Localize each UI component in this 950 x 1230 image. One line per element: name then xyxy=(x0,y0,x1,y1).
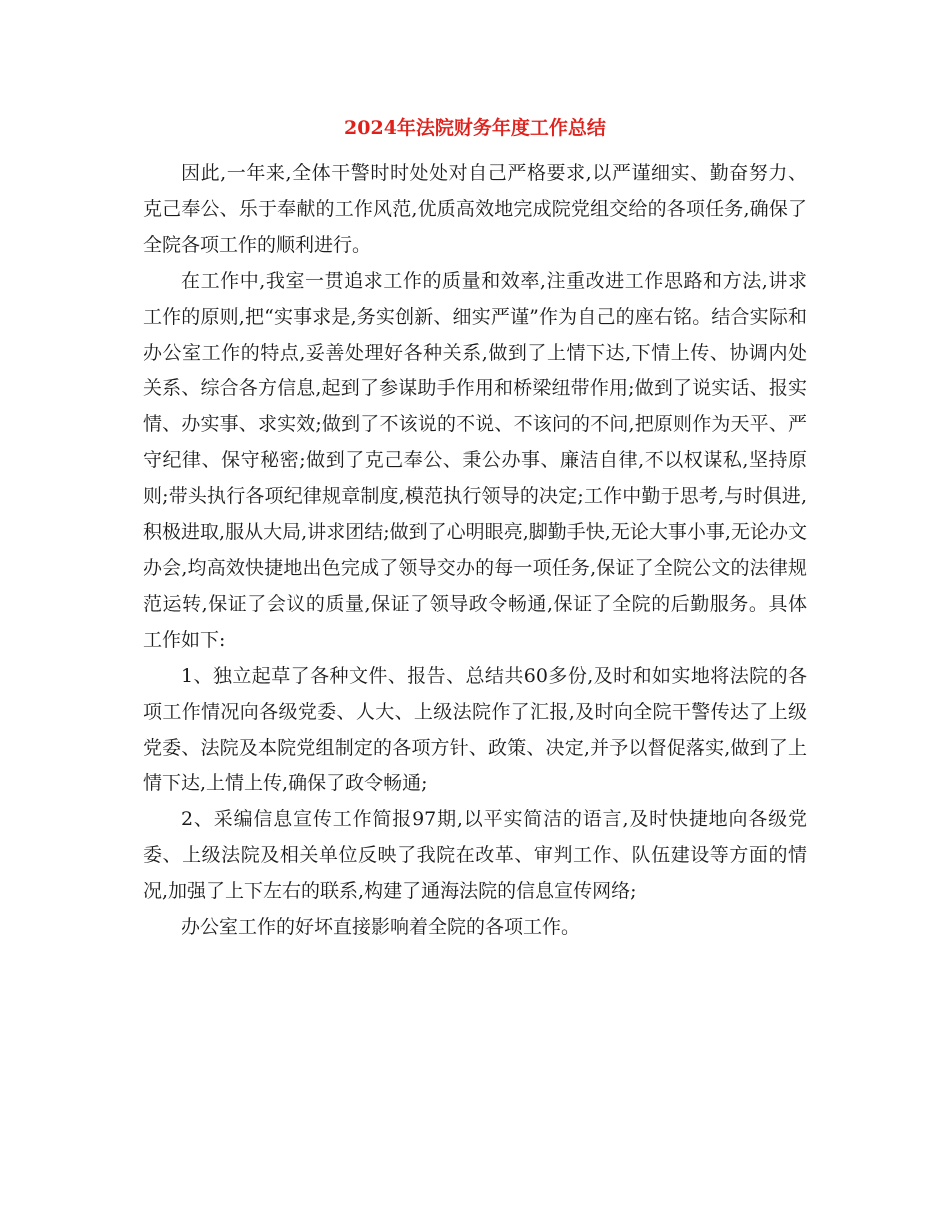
paragraph-item-2-briefings: 2、采编信息宣传工作简报97期,以平实简洁的语言,及时快捷地向各级党委、上级法院及相关单位反映了我院在改革、审判工作、队伍建设等方面的情况,加强了上下左右的联系,构建了通海法院的信息宣传网络; xyxy=(143,808,807,903)
paragraph-intro: 因此,一年来,全体干警时时处处对自己严格要求,以严谨细实、勤奋努力、克己奉公、乐于奉献的工作风范,优质高效地完成院党组交给的各项任务,确保了全院各项工作的顺利进行。 xyxy=(143,162,807,256)
document-body xyxy=(143,156,807,946)
paragraph-item-1-drafting: 1、独立起草了各种文件、报告、总结共60多份,及时和如实地将法院的各项工作情况向各级党委、人大、上级法院作了汇报,及时向全院干警传达了上级党委、法院及本院党组制定的各项方针、政策、决定,并予以督促落实,做到了上情下达,上情上传,确保了政令畅通; xyxy=(143,664,807,795)
paragraph-closing: 办公室工作的好坏直接影响着全院的各项工作。 xyxy=(181,916,581,939)
document-title: 2024年法院财务年度工作总结 xyxy=(344,117,606,139)
paragraph-work-principles: 在工作中,我室一贯追求工作的质量和效率,注重改进工作思路和方法,讲求工作的原则,把“实事求是,务实创新、细实严谨”作为自己的座右铭。结合实际和办公室工作的特点,妥善处理好各种关系,做到了上情下达,下情上传、协调内处关系、综合各方信息,起到了参谋助手作用和桥梁纽带作用;做到了说实话、报实情、办实事、求实效;做到了不该说的不说、不该问的不问,把原则作为天平、严守纪律、保守秘密;做到了克己奉公、秉公办事、廉洁自律,不以权谋私,坚持原则;带头执行各项纪律规章制度,模范执行领导的决定;工作中勤于思考,与时俱进,积极进取,服从大局,讲求团结;做到了心明眼亮,脚勤手快,无论大事小事,无论办文办会,均高效快捷地出色完成了领导交办的每一项任务,保证了全院公文的法律规范运转,保证了会议的质量,保证了领导政令畅通,保证了全院的后勤服务。具体工作如下: xyxy=(143,269,807,651)
